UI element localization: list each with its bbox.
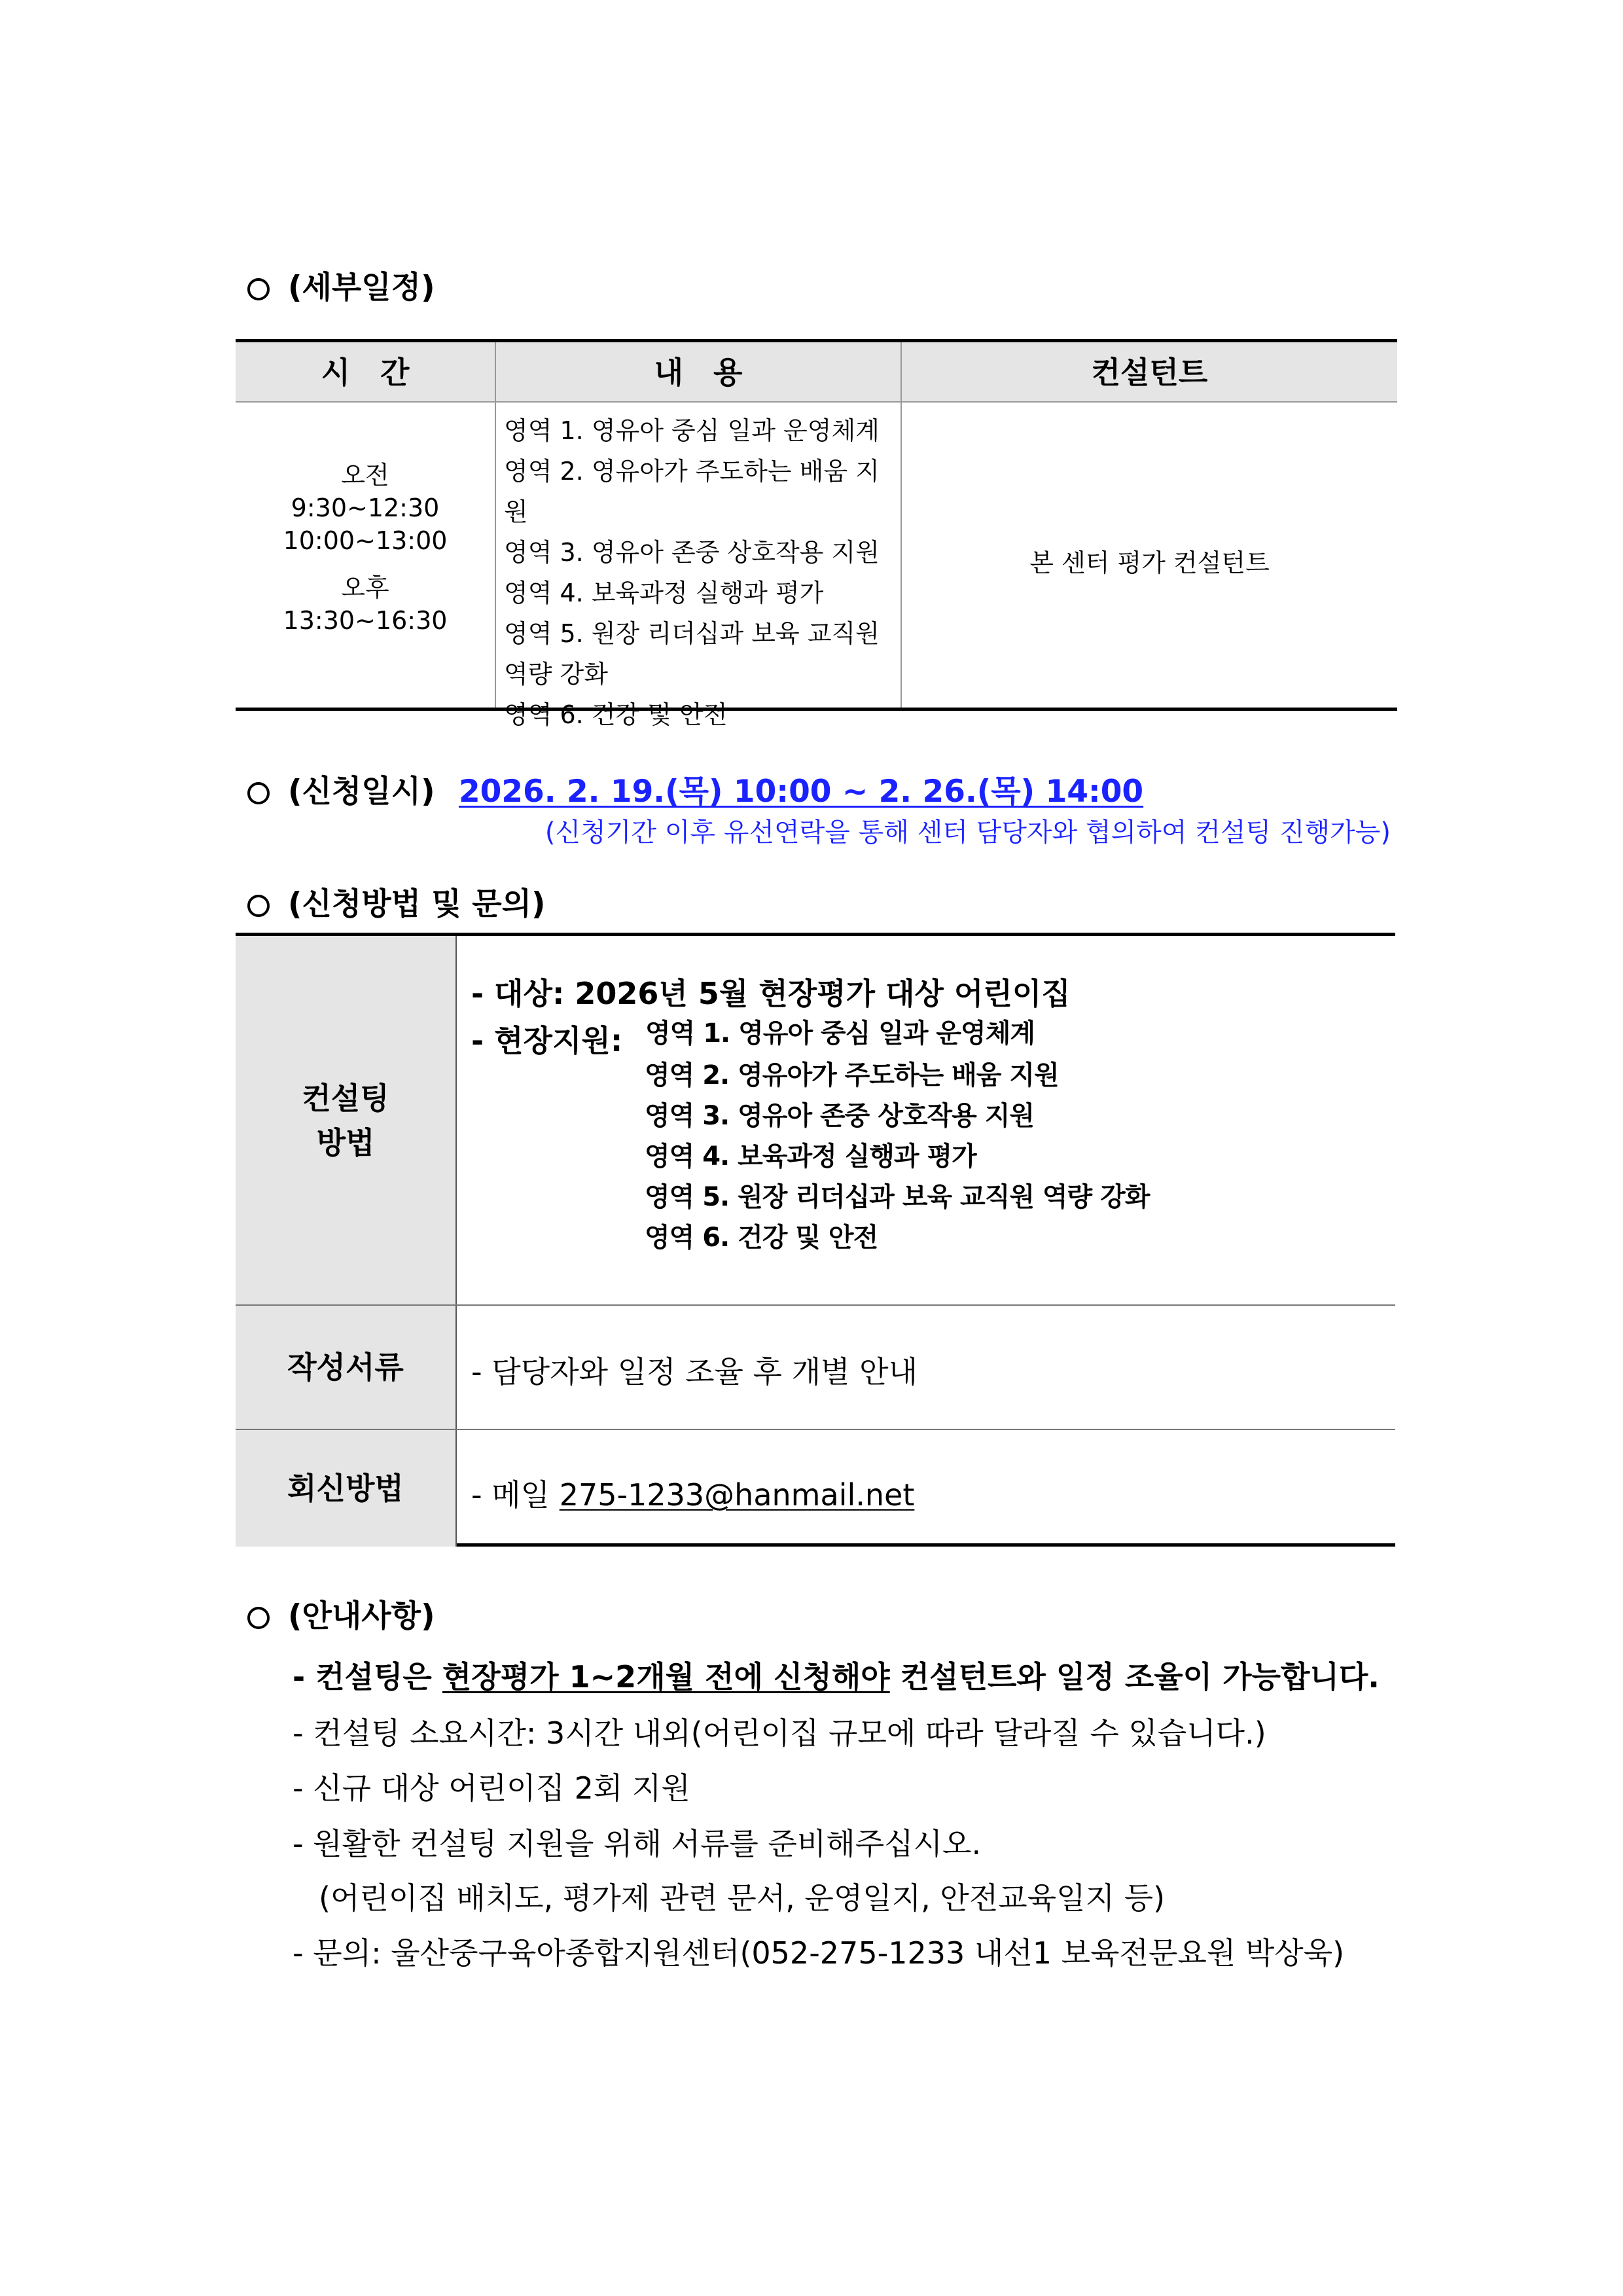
content-cell	[504, 410, 890, 735]
reply-prefix: - 메일	[471, 1477, 560, 1513]
section-title: (신청일시)	[288, 774, 435, 810]
circle-bullet-icon	[247, 895, 270, 917]
content-line: 역량 강화	[504, 660, 608, 689]
area-item: 영역 3. 영유아 존중 상호작용 지원	[645, 1101, 1034, 1131]
notice-emphasis: 현장평가 1~2개월 전에 신청해야	[442, 1659, 890, 1695]
consultant-cell: 본 센터 평가 컨설턴트	[1029, 548, 1270, 577]
section-heading-notice	[247, 1597, 435, 1636]
header-content: 내 용	[654, 355, 743, 390]
method-table	[236, 933, 1395, 1547]
circle-bullet-icon	[247, 782, 270, 804]
notice-item: - 신규 대상 어린이집 2회 지원	[293, 1770, 690, 1806]
documents-value: - 담당자와 일정 조율 후 개별 안내	[471, 1354, 918, 1390]
email-link[interactable]: 275-1233@hanmail.net	[559, 1477, 915, 1513]
notice-sub-item: (어린이집 배치도, 평가제 관련 문서, 운영일지, 안전교육일지 등)	[319, 1880, 1166, 1916]
time-cell	[236, 459, 495, 637]
notice-item: - 원활한 컨설팅 지원을 위해 서류를 준비해주십시오.	[293, 1826, 982, 1861]
header-time: 시 간	[321, 355, 410, 390]
area-item: 영역 4. 보육과정 실행과 평가	[645, 1141, 976, 1172]
target-text: - 대상: 2026년 5월 현장평가 대상 어린이집	[471, 976, 1071, 1011]
content-line: 영역 6. 건강 및 안전	[504, 700, 728, 729]
time-am-slot-2: 10:00~13:00	[283, 526, 448, 555]
circle-bullet-icon	[247, 278, 270, 300]
content-line: 영역 1. 영유아 중심 일과 운영체계	[504, 416, 880, 445]
area-list	[645, 1013, 1035, 1054]
section-title: (세부일정)	[288, 270, 435, 306]
time-am-label: 오전	[341, 461, 389, 490]
row-label-reply: 회신방법	[236, 1430, 457, 1547]
area-item: 영역 1. 영유아 중심 일과 운영체계	[645, 1018, 1035, 1049]
section-title: (안내사항)	[288, 1598, 435, 1634]
circle-bullet-icon	[247, 1607, 270, 1629]
content-line: 영역 5. 원장 리더십과 보육 교직원	[504, 619, 880, 648]
area-item: 영역 2. 영유아가 주도하는 배움 지원	[645, 1060, 1059, 1090]
content-line: 영역 3. 영유아 존중 상호작용 지원	[504, 538, 880, 567]
apply-date-range: 2026. 2. 19.(목) 10:00 ~ 2. 26.(목) 14:00	[458, 774, 1144, 810]
label-line: 방법	[316, 1125, 375, 1160]
section-heading-method	[247, 885, 546, 924]
section-title: (신청방법 및 문의)	[288, 886, 546, 922]
time-am-slot-1: 9:30~12:30	[291, 493, 440, 522]
section-heading-schedule	[247, 268, 435, 308]
notice-item: - 컨설팅 소요시간: 3시간 내외(어린이집 규모에 따라 달라질 수 있습니다.)	[293, 1715, 1266, 1751]
content-line: 영역 2. 영유아가 주도하는 배움 지원	[504, 457, 880, 526]
area-item: 영역 5. 원장 리더십과 보육 교직원 역량 강화	[645, 1182, 1150, 1212]
schedule-table	[236, 339, 1397, 729]
area-list	[645, 1055, 1149, 1258]
label-line: 컨설팅	[302, 1081, 389, 1116]
content-line: 영역 4. 보육과정 실행과 평가	[504, 579, 824, 607]
time-pm-slot-1: 13:30~16:30	[283, 606, 448, 635]
apply-note: (신청기간 이후 유선연락을 통해 센터 담당자와 협의하여 컨설팅 진행가능)	[544, 817, 1391, 848]
row-label-documents: 작성서류	[236, 1306, 457, 1429]
support-prefix: - 현장지원:	[471, 1023, 623, 1058]
time-pm-label: 오후	[341, 573, 389, 602]
reply-value	[471, 1471, 914, 1515]
notice-text: 컨설턴트와 일정 조율이 가능합니다.	[889, 1659, 1380, 1695]
notice-item	[293, 1657, 1380, 1696]
notice-text: - 컨설팅은	[293, 1659, 442, 1695]
section-heading-apply-date	[247, 772, 1143, 812]
row-label-consulting-method	[236, 936, 457, 1304]
header-consultant: 컨설턴트	[1091, 355, 1208, 390]
notice-item: - 문의: 울산중구육아종합지원센터(052-275-1233 내선1 보육전문요원 박상욱)	[293, 1935, 1345, 1971]
area-item: 영역 6. 건강 및 안전	[645, 1223, 878, 1253]
